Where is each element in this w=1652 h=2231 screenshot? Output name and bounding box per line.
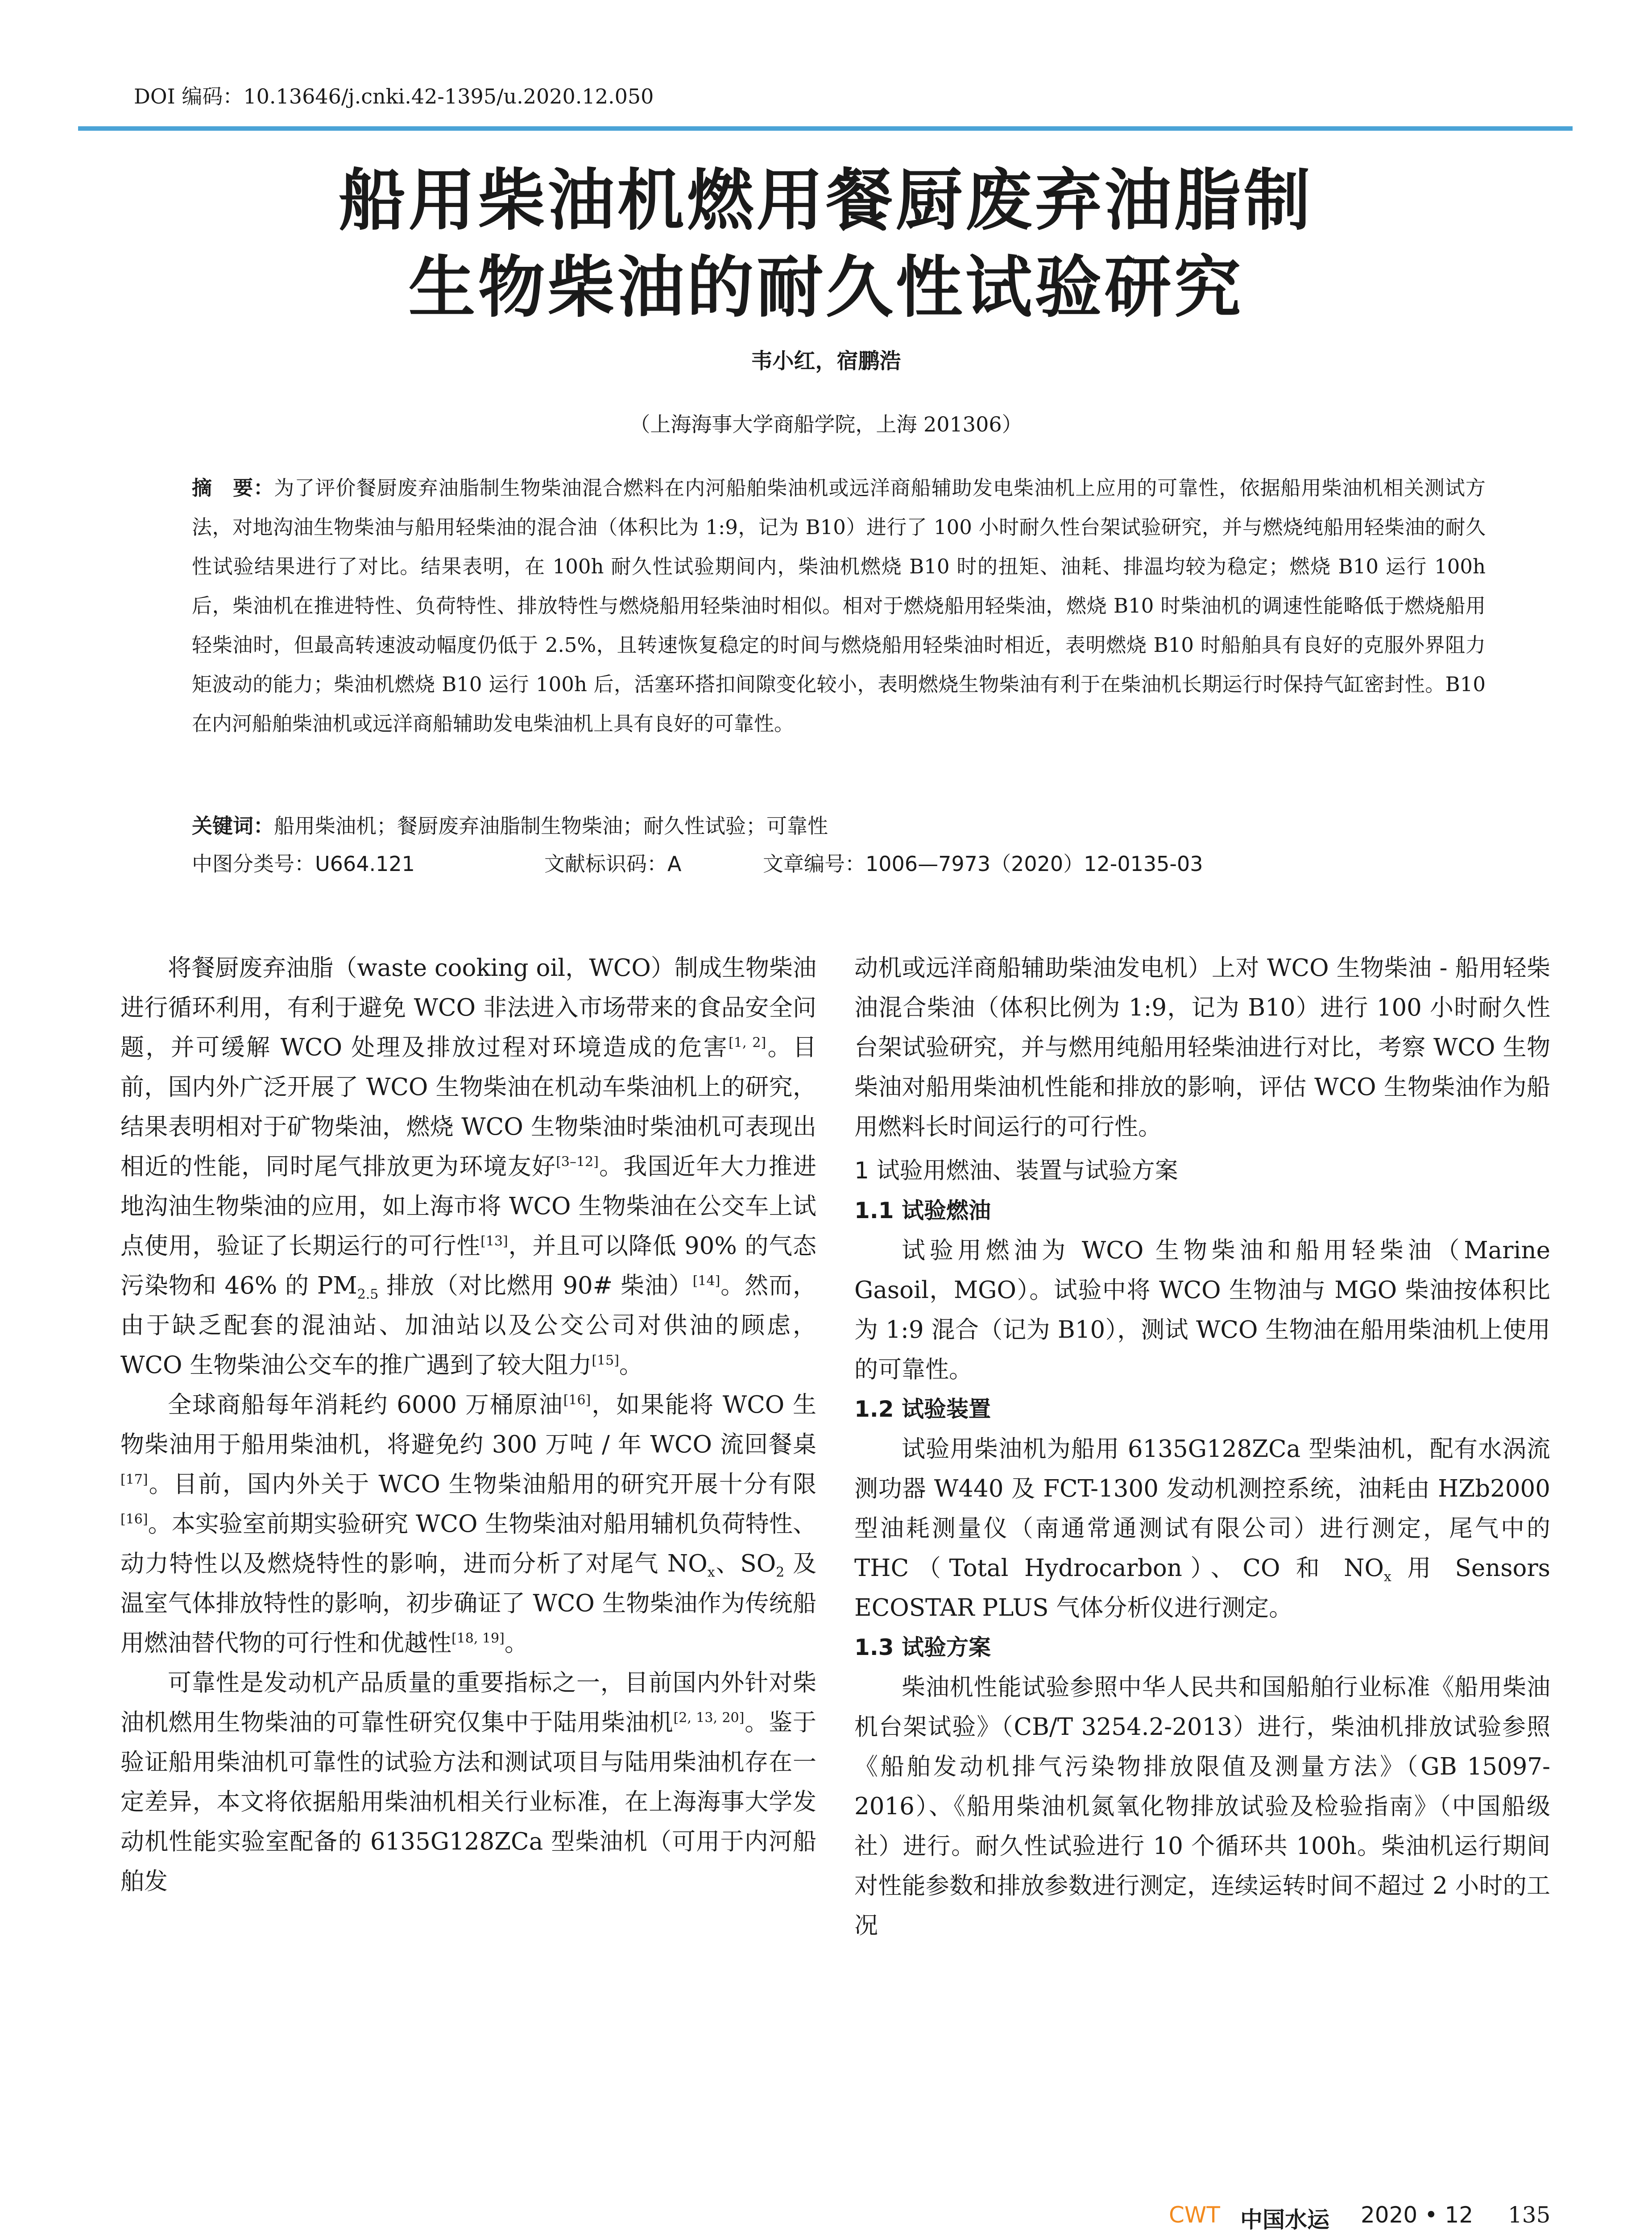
- paragraph-intro-3: 可靠性是发动机产品质量的重要指标之一，目前国内外针对柴油机燃用生物柴油的可靠性研究仅集中于陆用柴油机[2, 13, 20]。鉴于验证船用柴油机可靠性的试验方法和测试项目与陆用柴油机存在一定差异，本文将依据船用柴油机相关行业标准，在上海海事大学发动机性能实验室配备的 6135G128ZCa 型柴油机（可用于内河船舶发: [120, 1669, 817, 1895]
- citation: [16]: [120, 1511, 148, 1527]
- paragraph-fuel: 试验用燃油为 WCO 生物柴油和船用轻柴油（Marine Gasoil，MGO）。试验中将 WCO 生物油与 MGO 柴油按体积比为 1:9 混合（记为 B10），测试 WCO 生物油在船用柴油机上使用的可靠性。: [854, 1237, 1550, 1383]
- paragraph-apparatus: 试验用柴油机为船用 6135G128ZCa 型柴油机，配有水涡流测功器 W440 及 FCT-1300 发动机测控系统，油耗由 HZb2000 型油耗测量仪（南通常通测试有限公司）进行测定，尾气中的 THC（Total Hydrocarbon）、CO 和 $NO_x$ 用 Sensors ECOSTAR PLUS 气体分析仪进行测定。: [854, 1435, 1550, 1621]
- citation: [2, 13, 20]: [673, 1710, 745, 1726]
- footer-magazine: 中国水运: [1240, 2207, 1329, 2231]
- abstract-text: 为了评价餐厨废弃油脂制生物柴油混合燃料在内河船舶柴油机或远洋商船辅助发电柴油机上应用的可靠性，依据船用柴油机相关测试方法，对地沟油生物柴油与船用轻柴油的混合油（体积比为 1:9，记为 B10）进行了 100 小时耐久性台架试验研究，并与燃烧纯船用轻柴油的耐久性试验结果进行了对比。结果表明，在 100h 耐久性试验期间内，柴油机燃烧 B10 时的扭矩、油耗、排温均较为稳定；燃烧 B10 运行 100h 后，柴油机在推进特性、负荷特性、排放特性与燃烧船用轻柴油时相似。相对于燃烧船用轻柴油，燃烧 B10 时柴油机的调速性能略低于燃烧船用轻柴油时，但最高转速波动幅度仍低于 2.5%，且转速恢复稳定的时间与燃烧船用轻柴油时相近，表明燃烧 B10 时船舶具有良好的克服外界阻力矩波动的能力；柴油机燃烧 B10 运行 100h 后，活塞环搭扣间隙变化较小，表明燃烧生物柴油有利于在柴油机长期运行时保持气缸密封性。B10 在内河船舶柴油机或远洋商船辅助发电柴油机上具有良好的可靠性。: [192, 476, 1486, 735]
- title-line-1: 船用柴油机燃用餐厨废弃油脂制: [339, 162, 1313, 240]
- keywords-text: 船用柴油机；餐厨废弃油脂制生物柴油；耐久性试验；可靠性: [274, 814, 828, 838]
- paragraph-intro-cont: 动机或远洋商船辅助柴油发电机）上对 WCO 生物柴油 - 船用轻柴油混合柴油（体积比例为 1:9，记为 B10）进行 100 小时耐久性台架试验研究，并与燃用纯船用轻柴油进行对比，考察 WCO 生物柴油对船用柴油机性能和排放的影响，评估 WCO 生物柴油作为船用燃料长时间运行的可行性。: [854, 954, 1550, 1140]
- keywords: [192, 810, 1486, 839]
- abstract: [192, 469, 1486, 743]
- citation: [17]: [120, 1472, 148, 1488]
- abstract-label: 摘 要：: [192, 476, 274, 500]
- left-column: [120, 948, 816, 1901]
- page-number: 135: [1508, 2202, 1551, 2228]
- article-number: 文章编号：1006—7973（2020）12-0135-03: [763, 852, 1203, 876]
- subsection-heading-1-3: 1.3 试验方案: [854, 1634, 991, 1660]
- citation: [13]: [480, 1233, 508, 1249]
- footer-issue: 2020 • 12: [1361, 2202, 1474, 2228]
- keywords-label: 关键词：: [192, 814, 274, 838]
- citation: [15]: [592, 1352, 619, 1368]
- citation: [3–12]: [556, 1154, 599, 1170]
- clc-number: 中图分类号：U664.121: [192, 852, 415, 876]
- authors: 韦小红，宿鹏浩: [751, 348, 901, 373]
- document-code: 文献标识码：A: [544, 852, 682, 876]
- paragraph-intro-1: 将餐厨废弃油脂（waste cooking oil，WCO）制成生物柴油进行循环利用，有利于避免 WCO 非法进入市场带来的食品安全问题，并可缓解 WCO 处理及排放过程对环境造成的危害[1, 2]。目前，国内外广泛开展了 WCO 生物柴油在机动车柴油机上的研究，结果表明相对于矿物柴油，燃烧 WCO 生物柴油时柴油机可表现出相近的性能，同时尾气排放更为环境友好[3–12]。我国近年大力推进地沟油生物柴油的应用，如上海市将 WCO 生物柴油在公交车上试点使用，验证了长期运行的可行性[13]，并且可以降低 90% 的气态污染物和 46% 的 $PM_{2.5}$ 排放（对比燃用 90# 柴油）[14]。然而，由于缺乏配套的混油站、加油站以及公交公司对供油的顾虑，WCO 生物柴油公交车的推广遇到了较大阻力[15]。: [120, 954, 817, 1379]
- subsection-heading-1-2: 1.2 试验装置: [854, 1396, 991, 1422]
- affiliation: （上海海事大学商船学院，上海 201306）: [629, 412, 1023, 436]
- title-line-2: 生物柴油的耐久性试验研究: [408, 249, 1244, 327]
- citation: [1, 2]: [729, 1035, 766, 1051]
- footer-brand: CWT: [1169, 2202, 1220, 2228]
- citation: [18, 19]: [451, 1630, 505, 1646]
- section-heading-1: 1 试验用燃油、装置与试验方案: [854, 1157, 1178, 1184]
- paragraph-scheme: 柴油机性能试验参照中华人民共和国船舶行业标准《船用柴油机台架试验》（CB/T 3254.2-2013）进行，柴油机排放试验参照《船舶发动机排气污染物排放限值及测量方法》（GB 15097-2016）、《船用柴油机氮氧化物排放试验及检验指南》（中国船级社）进行。耐久性试验进行 10 个循环共 100h。柴油机运行期间对性能参数和排放参数进行测定，连续运转时间不超过 2 小时的工况: [854, 1674, 1550, 1939]
- subsection-heading-1-1: 1.1 试验燃油: [854, 1198, 991, 1223]
- header-rule: [78, 126, 1573, 131]
- citation: [14]: [692, 1273, 720, 1289]
- citation: [16]: [563, 1392, 591, 1408]
- right-column: [854, 948, 1550, 1945]
- paragraph-intro-2: 全球商船每年消耗约 6000 万桶原油[16]，如果能将 WCO 生物柴油用于船用柴油机，将避免约 300 万吨 / 年 WCO 流回餐桌[17]。目前，国内外关于 WCO 生物柴油船用的研究开展十分有限[16]。本实验室前期实验研究 WCO 生物柴油对船用辅机负荷特性、动力特性以及燃烧特性的影响，进而分析了对尾气 $NO_x$、$SO_2$ 及温室气体排放特性的影响，初步确证了 WCO 生物柴油作为传统船用燃油替代物的可行性和优越性[18, 19]。: [120, 1391, 816, 1657]
- doi-line: DOI 编码：10.13646/j.cnki.42-1395/u.2020.12.050: [134, 84, 654, 108]
